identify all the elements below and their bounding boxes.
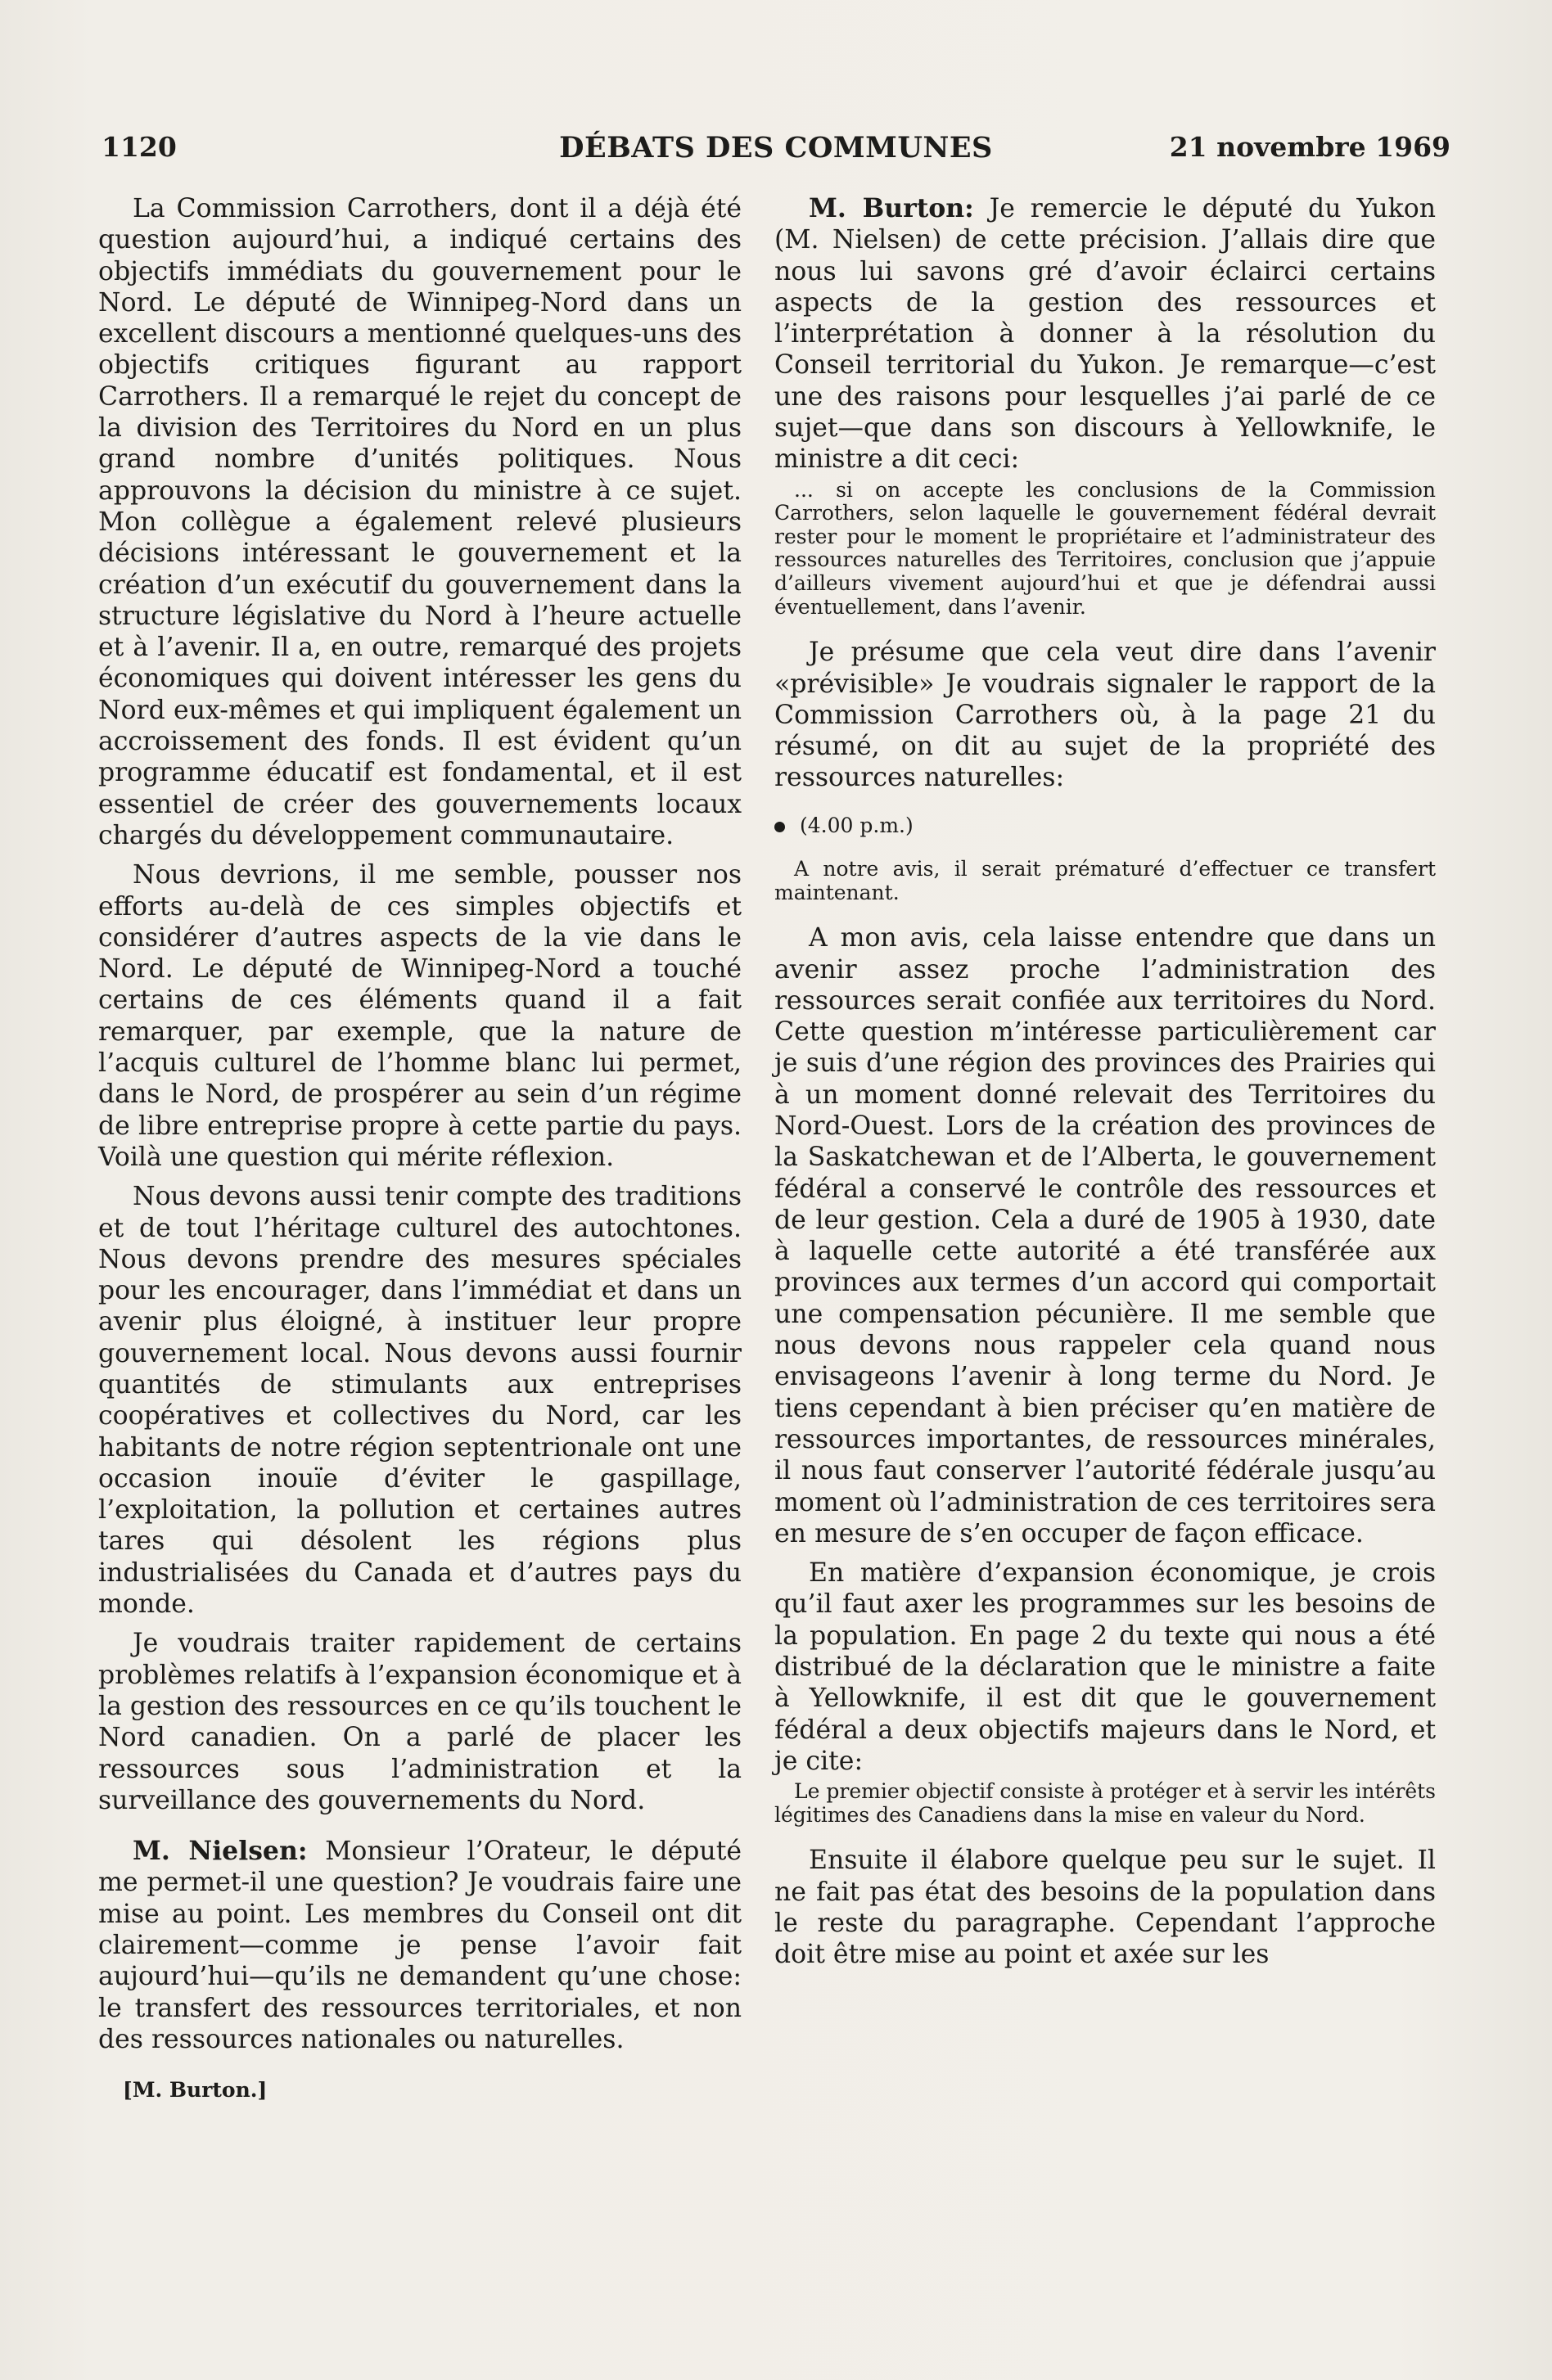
block-quote: ... si on accepte les conclusions de la Commission Carrothers, selon laquelle le gouvernement fédéral devrait rester pour le moment le propriétaire et l’administrateur des ressources naturelles des Territoires, conclusion que j’appuie d’ailleurs vivement aujourd’hui et que je défendrai aussi éventuellement, dans l’avenir. — [774, 477, 1436, 619]
paragraph: A mon avis, cela laisse entendre que dans un avenir assez proche l’administration des ressources serait confiée aux territoires du Nord. Cette question m’intéresse particulièrement car je suis d’une région des provinces des Prairies qui à un moment donné relevait des Territoires du Nord-Ouest. Lors de la création des provinces de la Saskatchewan et de l’Alberta, le gouvernement fédéral a conservé le contrôle des ressources et de leur gestion. Cela a duré de 1905 à 1930, date à laquelle cette autorité a été transférée aux provinces aux termes d’un accord qui comportait une compensation pécunière. Il me semble que nous devons nous rappeler cela quand nous envisageons l’avenir à long terme du Nord. Je tiens cependant à bien préciser qu’en matière de ressources importantes, de ressources minérales, il nous faut conserver l’autorité fédérale jusqu’au moment où l’administration de ces territoires sera en mesure de s’en occuper de façon efficace. — [774, 923, 1436, 1548]
speaker-attribution: [M. Burton.] — [123, 2078, 268, 2103]
page-number: 1120 — [102, 131, 177, 163]
speaker-paragraph — [98, 1836, 742, 2055]
paragraph: Nous devrions, il me semble, pousser nos efforts au-delà de ces simples objectifs et considérer d’autres aspects de la vie dans le Nord. Le député de Winnipeg-Nord a touché certains de ces éléments quand il a fait remarquer, par exemple, que la nature de l’acquis culturel de l’homme blanc lui permet, dans le Nord, de prospérer au sein d’un régime de libre entreprise propre à cette partie du pays. Voilà une question qui mérite réflexion. — [98, 860, 742, 1172]
speaker-name: M. Burton: — [809, 193, 974, 223]
time-marker-text: (4.00 p.m.) — [800, 813, 914, 837]
paragraph: En matière d’expansion économique, je crois qu’il faut axer les programmes sur les besoins de la population. En page 2 du texte qui nous a été distribué de la déclaration que le ministre a faite à Yellowknife, il est dit que le gouvernement fédéral a deux objectifs majeurs dans le Nord, et je cite: — [774, 1558, 1436, 1776]
paragraph: Ensuite il élabore quelque peu sur le sujet. Il ne fait pas état des besoins de la population dans le reste du paragraphe. Cependant l’approche doit être mise au point et axée sur les — [774, 1846, 1436, 1970]
right-column — [774, 193, 1436, 1971]
publication-date: 21 novembre 1969 — [1169, 131, 1450, 163]
paragraph: La Commission Carrothers, dont il a déjà été question aujourd’hui, a indiqué certains des objectifs immédiats du gouvernement pour le Nord. Le député de Winnipeg-Nord dans un excellent discours a mentionné quelques-uns des objectifs critiques figurant au rapport Carrothers. Il a remarqué le rejet du concept de la division des Territoires du Nord en un plus grand nombre d’unités politiques. Nous approuvons la décision du ministre à ce sujet. Mon collègue a également relevé plusieurs décisions intéressant le gouvernement et la création d’un exécutif du gouvernement dans la structure législative du Nord à l’heure actuelle et à l’avenir. Il a, en outre, remarqué des projets économiques qui doivent intéresser les gens du Nord eux-mêmes et qui impliquent également un accroissement des fonds. Il est évident qu’un programme éducatif est fondamental, et il est essentiel de créer des gouvernements locaux chargés du développement communautaire. — [98, 194, 742, 850]
paragraph: Je voudrais traiter rapidement de certains problèmes relatifs à l’expansion économique et à la gestion des ressources en ce qu’ils touchent le Nord canadien. On a parlé de placer les ressources sous l’administration et la surveillance des gouvernements du Nord. — [98, 1629, 742, 1815]
speaker-paragraph — [774, 193, 1436, 476]
publication-title: DÉBATS DES COMMUNES — [559, 131, 993, 165]
time-marker — [774, 810, 1436, 841]
block-quote: A notre avis, il serait prématuré d’effectuer ce transfert maintenant. — [774, 857, 1436, 904]
bullet-icon — [774, 822, 785, 832]
paragraph: Je présume que cela veut dire dans l’avenir «prévisible» Je voudrais signaler le rapport de la Commission Carrothers où, à la page 21 du résumé, on dit au sujet de la propriété des ressources naturelles: — [774, 638, 1436, 793]
page-header — [102, 131, 1450, 172]
speaker-text: Monsieur l’Orateur, le député me permet-il une question? Je voudrais faire une mise au point. Les membres du Conseil ont dit clairement—comme je pense l’avoir fait aujourd’hui—qu’ils ne demandent qu’une chose: le transfert des ressources territoriales, et non des ressources nationales ou naturelles. — [98, 1837, 742, 2054]
speaker-text: Je remercie le député du Yukon (M. Nielsen) de cette précision. J’allais dire que nous lui savons gré d’avoir éclairci certains aspects de la gestion des ressources et l’interprétation à donner à la résolution du Conseil territorial du Yukon. Je remarque—c’est une des raisons pour lesquelles j’ai parlé de ce sujet—que dans son discours à Yellowknife, le ministre a dit ceci: — [774, 194, 1437, 475]
paragraph: Nous devons aussi tenir compte des traditions et de tout l’héritage culturel des autochtones. Nous devons prendre des mesures spéciales pour les encourager, dans l’immédiat et dans un avenir plus éloigné, à instituer leur propre gouvernement local. Nous devons aussi fournir quantités de stimulants aux entreprises coopératives et collectives du Nord, car les habitants de notre région septentrionale ont une occasion inouïe d’éviter le gaspillage, l’exploitation, la pollution et certaines autres tares qui désolent les régions plus industrialisées du Canada et d’autres pays du monde. — [98, 1182, 742, 1620]
block-quote: Le premier objectif consiste à protéger et à servir les intérêts légitimes des Canadiens dans la mise en valeur du Nord. — [774, 1779, 1436, 1827]
speaker-name: M. Nielsen: — [133, 1836, 308, 1867]
left-column — [98, 193, 742, 2107]
